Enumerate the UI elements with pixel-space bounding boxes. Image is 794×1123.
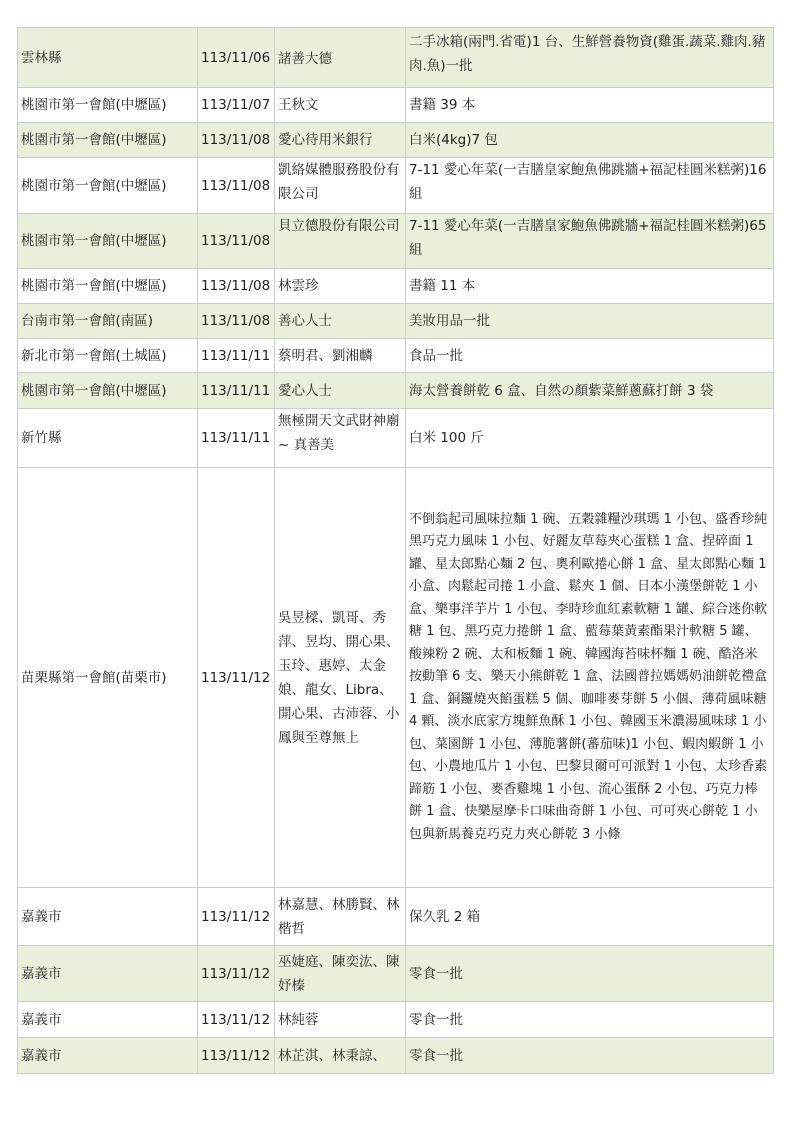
- table-row: [18, 28, 774, 88]
- donation-table: [17, 27, 774, 1074]
- table-row: [18, 339, 774, 373]
- donor-cell: 吳昱樑、凱哥、秀萍、昱均、開心果、玉玲、惠婷、太金娘、龍女、Libra、開心果、古沛蓉、小鳳與至尊無上: [275, 468, 406, 887]
- date-cell: 113/11/08: [198, 269, 275, 303]
- date-cell: 113/11/11: [198, 409, 275, 467]
- date-cell: 113/11/11: [198, 373, 275, 408]
- region-cell: 桃園市第一會館(中壢區): [18, 88, 198, 122]
- date-cell: 113/11/12: [198, 1038, 275, 1073]
- donor-cell: 諸善大德: [275, 28, 406, 87]
- items-cell: 保久乳 2 箱: [406, 888, 774, 945]
- region-cell: 桃園市第一會館(中壢區): [18, 269, 198, 303]
- region-cell: 桃園市第一會館(中壢區): [18, 373, 198, 408]
- donor-cell: 愛心人士: [275, 373, 406, 408]
- region-cell: 嘉義市: [18, 946, 198, 1001]
- date-cell: 113/11/08: [198, 304, 275, 338]
- items-cell: 白米 100 斤: [406, 409, 774, 467]
- items-cell: 不倒翁起司風味拉麵 1 碗、五穀雜糧沙琪瑪 1 小包、盛香珍純黑巧克力風味 1 小包、好麗友草莓夾心蛋糕 1 盒、捏碎面 1 罐、星太郎點心麵 2 包、奧利歐捲心餅 1 盒、星太郎點心麵 1 小盒、肉鬆起司捲 1 小盒、鬆夾 1 個、日本小漢堡餅乾 1 小盒、樂事洋芋片 1 小包、李時珍血紅素軟糖 1 罐、綜合迷你軟糖 1 包、黑巧克力捲餅 1 盒、藍莓葉黃素酯果汁軟糖 5 罐、酸辣粉 2 碗、太和板麵 1 碗、韓國海苔味杯麵 1 碗、酷洛米按動筆 6 支、樂天小熊餅乾 1 盒、法國普拉媽媽奶油餅乾禮盒 1 盒、銅鑼燒夾餡蛋糕 5 個、咖啡麥芽餅 5 小個、薄荷風味糖 4 顆、淡水底家方塊鮮魚酥 1 小包、韓國玉米濃湯風味球 1 小包、菜園餅 1 小包、薄脆薯餅(蕃茄味)1 小包、蝦肉蝦餅 1 小包、小農地瓜片 1 小包、巴黎貝爾可可派對 1 小包、太珍香素蹄筋 1 小包、麥香雞塊 1 小包、流心蛋酥 2 小包、巧克力棒餅 1 盒、快樂屋摩卡口味曲奇餅 1 小包、可可夾心餅乾 1 小包與新馬養克巧克力夾心餅乾 3 小條: [406, 468, 774, 887]
- donor-cell: 愛心待用米銀行: [275, 123, 406, 157]
- table-row: [18, 373, 774, 409]
- date-cell: 113/11/12: [198, 468, 275, 887]
- region-cell: 嘉義市: [18, 1002, 198, 1037]
- region-cell: 桃園市第一會館(中壢區): [18, 123, 198, 157]
- donor-cell: 林純蓉: [275, 1002, 406, 1037]
- donor-cell: 無極開天文武財神廟 ~ 真善美: [275, 409, 406, 467]
- date-cell: 113/11/08: [198, 123, 275, 157]
- region-cell: 新北市第一會館(土城區): [18, 339, 198, 372]
- table-row: [18, 946, 774, 1002]
- region-cell: 桃園市第一會館(中壢區): [18, 158, 198, 213]
- region-cell: 新竹縣: [18, 409, 198, 467]
- region-cell: 桃園市第一會館(中壢區): [18, 214, 198, 268]
- items-cell: 書籍 11 本: [406, 269, 774, 303]
- items-cell: 書籍 39 本: [406, 88, 774, 122]
- table-row: [18, 888, 774, 946]
- date-cell: 113/11/12: [198, 1002, 275, 1037]
- donor-cell: 林雲珍: [275, 269, 406, 303]
- donor-cell: 林芷淇、林秉諒、: [275, 1038, 406, 1073]
- items-cell: 7-11 愛心年菜(一吉膳皇家鮑魚佛跳牆+福記桂圓米糕粥)65 組: [406, 214, 774, 268]
- table-row: [18, 158, 774, 214]
- table-row: [18, 1002, 774, 1038]
- donor-cell: 王秋文: [275, 88, 406, 122]
- date-cell: 113/11/07: [198, 88, 275, 122]
- region-cell: 台南市第一會館(南區): [18, 304, 198, 338]
- items-cell: 零食一批: [406, 1038, 774, 1073]
- items-cell: 白米(4kg)7 包: [406, 123, 774, 157]
- date-cell: 113/11/08: [198, 158, 275, 213]
- table-row: [18, 269, 774, 304]
- table-row: [18, 409, 774, 468]
- items-cell: 食品一批: [406, 339, 774, 372]
- date-cell: 113/11/08: [198, 214, 275, 268]
- items-cell: 海太營養餅乾 6 盒、自然の顏紫菜鮮蔥蘇打餅 3 袋: [406, 373, 774, 408]
- items-cell: 零食一批: [406, 1002, 774, 1037]
- date-cell: 113/11/06: [198, 28, 275, 87]
- donor-cell: 巫婕庭、陳奕汯、陳妤榛: [275, 946, 406, 1001]
- date-cell: 113/11/12: [198, 888, 275, 945]
- table-row: [18, 1038, 774, 1074]
- table-row: [18, 214, 774, 269]
- region-cell: 雲林縣: [18, 28, 198, 87]
- table-row: [18, 468, 774, 888]
- region-cell: 嘉義市: [18, 1038, 198, 1073]
- table-row: [18, 88, 774, 123]
- region-cell: 苗栗縣第一會館(苗栗市): [18, 468, 198, 887]
- items-cell: 7-11 愛心年菜(一吉膳皇家鮑魚佛跳牆+福記桂圓米糕粥)16 組: [406, 158, 774, 213]
- items-cell: 零食一批: [406, 946, 774, 1001]
- date-cell: 113/11/12: [198, 946, 275, 1001]
- donor-cell: 凱絡媒體服務股份有限公司: [275, 158, 406, 213]
- items-cell: 二手冰箱(兩門.省電)1 台、生鮮營養物資(雞蛋.蔬菜.雞肉.豬肉.魚)一批: [406, 28, 774, 87]
- items-cell: 美妝用品一批: [406, 304, 774, 338]
- donor-cell: 貝立德股份有限公司: [275, 214, 406, 268]
- donor-cell: 蔡明君、劉湘麟: [275, 339, 406, 372]
- table-row: [18, 304, 774, 339]
- table-row: [18, 123, 774, 158]
- donor-cell: 林嘉慧、林勝賢、林楷哲: [275, 888, 406, 945]
- donor-cell: 善心人士: [275, 304, 406, 338]
- region-cell: 嘉義市: [18, 888, 198, 945]
- date-cell: 113/11/11: [198, 339, 275, 372]
